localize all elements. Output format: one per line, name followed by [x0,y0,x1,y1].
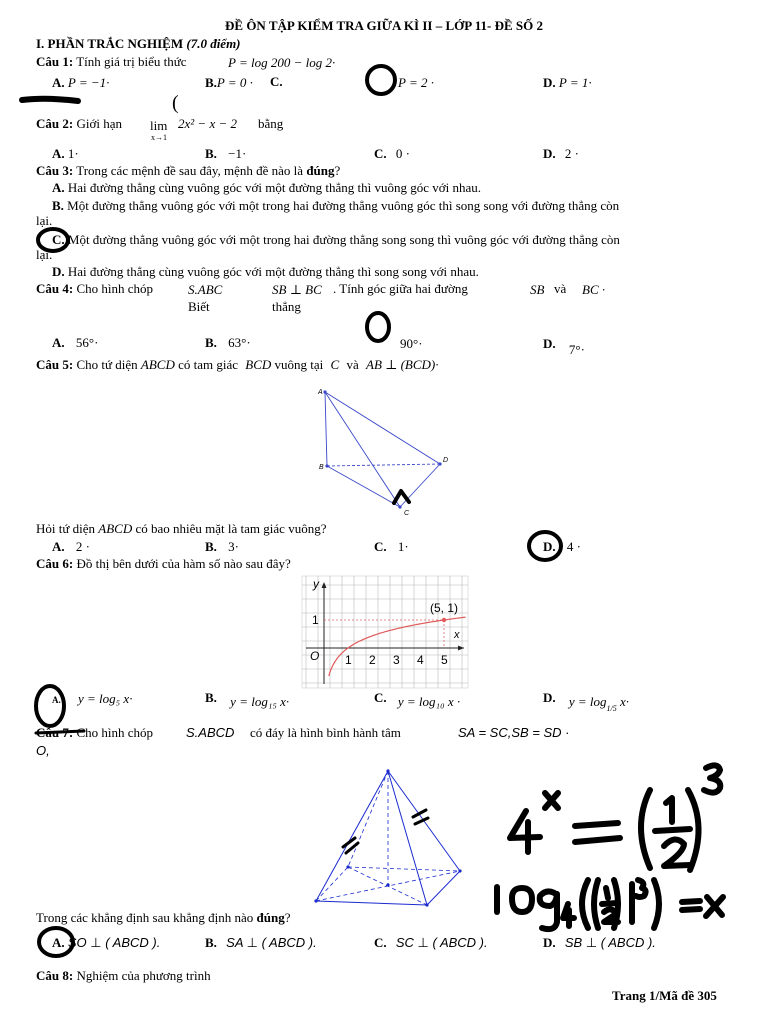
x-tick-3: 3 [393,653,400,667]
q6-option-d[interactable]: D. $y = \log_{1/5} x\cdot$ [543,690,630,713]
vertex-b-label: B [319,464,324,471]
equal-mark-sb [413,810,428,824]
q3-option-a[interactable]: A. Hai đường thẳng cùng vuông góc với một đường thẳng thì vuông góc với nhau. [52,180,482,195]
q7-option-a[interactable]: A. SO ⊥ ( ABCD ). [52,935,161,950]
page-footer: Trang 1/Mã đề 305 [612,988,717,1003]
q4-sb: SB [530,282,545,297]
q3-option-b-cont: lại. [36,213,53,228]
q2-option-c[interactable]: C. 0 · [374,146,410,161]
q4-condition: SB ⊥ BC [272,282,322,297]
q1-option-d[interactable]: D. P = 1· [543,75,592,90]
q6-option-b[interactable]: B. y = log₁₅ x· [205,690,290,709]
q6-label: Câu 6: [36,556,74,571]
q7-stem: Câu 7: Cho hình chóp [36,725,154,740]
section-title: I. PHẦN TRẮC NGHIỆM [36,36,184,51]
equal-mark-sa [343,838,358,853]
q1-expression: P = log 200 − log 2· [228,55,336,70]
q6-option-a[interactable]: A. y = log₅ x· [52,691,133,706]
handwriting-equation-2 [497,880,723,929]
q4-bc: BC · [582,282,606,297]
q2-label: Câu 2: [36,116,74,131]
q2-lim-sub: x→1 [151,133,167,142]
handwriting-equation-1 [510,765,720,870]
q7-sabcd: S.ABCD [186,725,235,740]
answer-circle-q1 [367,66,395,94]
x-tick-1: 1 [345,653,352,667]
q7-question: Trong các khẳng định sau khẳng định nào đúng? [36,910,291,925]
q1-option-c-label[interactable]: C. [270,74,283,89]
q4-option-c[interactable]: 90°· [400,336,423,351]
q4-va: và [554,281,567,296]
q2-text: Giới hạn [76,116,122,131]
scribble-mark [22,99,78,101]
vertex-d-label: D [443,457,449,464]
vertex-a-label: A [318,389,323,396]
q7-option-d[interactable]: D. SB ⊥ ( ABCD ). [543,935,656,950]
q5-label: Câu 5: [36,357,74,372]
q5-option-b[interactable]: B. 3· [205,539,240,554]
q5-option-c[interactable]: C. 1· [374,539,409,554]
answer-circle-q4 [367,313,389,341]
q4-label: Câu 4: [36,281,74,296]
q1-option-c[interactable]: P = 2 · [398,75,434,90]
origin-label: O [310,649,320,663]
q7-text2: có đáy là hình bình hành tâm [250,725,401,740]
q2-option-a[interactable]: A. 1· [52,146,79,161]
answer-circle-q7 [39,928,73,956]
q5-question: Hỏi tứ diện ABCD có bao nhiêu mặt là tam giác vuông? [36,521,327,536]
y-axis-label: y [313,577,319,591]
section-points: (7.0 điểm) [186,36,241,51]
q7-strike-mark [36,731,84,733]
q3-option-c-cont: lại. [36,247,53,262]
q6-option-c[interactable]: C. y = log₁₀ x · [374,690,461,709]
q4-sabc: S.ABC [188,282,223,297]
q2-paren: ( [172,92,179,114]
q5-stem: Câu 5: Cho tứ diện ABCD có tam giác BCD vuông tại C và AB ⊥ (BCD)· [36,357,439,372]
q3-label: Câu 3: [36,163,74,178]
y-tick-1: 1 [312,613,319,627]
q2-lim: lim [150,118,168,133]
x-axis-label: x [454,629,460,641]
answer-circle-q5 [529,532,561,560]
q5-option-d[interactable]: D. 4 · [543,539,581,554]
q2-after: bằng [258,116,284,131]
q1-option-b[interactable]: B.P = 0 · [205,75,253,90]
point-label: (5, 1) [430,601,459,615]
q4-thang: thẳng [272,299,301,314]
q3-option-b[interactable]: B. Một đường thẳng vuông góc với một trong hai đường thẳng vuông góc thì song song với đường thẳng còn [52,198,620,213]
q7-label: Câu 7: [36,725,74,740]
q3-option-c[interactable]: C. Một đường thẳng vuông góc với một trong hai đường thẳng song song thì vuông góc với đường thẳng còn [52,232,620,247]
q8-stem: Câu 8: Nghiệm của phương trình [36,968,211,983]
q4-text2: . Tính góc giữa hai đường [333,281,468,296]
q2-option-b[interactable]: B. −1· [205,146,247,161]
q4-option-d[interactable]: D. 7°· [543,336,585,357]
q1-option-a[interactable]: A. P = −1· [52,75,110,90]
x-tick-2: 2 [369,653,376,667]
q2-option-d[interactable]: D. 2 · [543,146,579,161]
q7-o: O, [36,743,50,758]
q7-option-c[interactable]: C. SC ⊥ ( ABCD ). [374,935,488,950]
q6-stem: Câu 6: Đồ thị bên dưới của hàm số nào sau đây? [36,556,291,571]
q2-expression: 2x² − x − 2 [178,116,237,131]
q8-label: Câu 8: [36,968,74,983]
q4-option-b[interactable]: B. 63°· [205,335,251,350]
vertex-c-mark [394,491,409,503]
q4-option-a[interactable]: A. 56°· [52,335,99,350]
q3-stem: Câu 3: Trong các mệnh đề sau đây, mệnh đề nào là đúng? [36,163,341,178]
q3-option-d[interactable]: D. Hai đường thẳng cùng vuông góc với một đường thẳng thì song song với nhau. [52,264,479,279]
answer-circle-q6 [36,686,64,726]
q4-biet: Biết [188,299,210,314]
q1-label: Câu 1: [36,54,74,69]
doc-title: ĐỀ ÔN TẬP KIỂM TRA GIỮA KÌ II – LỚP 11- ĐỀ SỐ 2 [225,18,543,33]
q7-option-b[interactable]: B. SA ⊥ ( ABCD ). [205,935,317,950]
q5-option-a[interactable]: A. 2 · [52,539,90,554]
q7-condition: SA = SC,SB = SD · [458,725,570,740]
x-tick-5: 5 [441,653,448,667]
answer-circle-q3 [38,229,68,251]
q4-stem: Câu 4: Cho hình chóp [36,281,154,296]
vertex-c-label: C [404,510,410,517]
q1-text: Tính giá trị biểu thức [76,54,187,69]
x-tick-4: 4 [417,653,424,667]
